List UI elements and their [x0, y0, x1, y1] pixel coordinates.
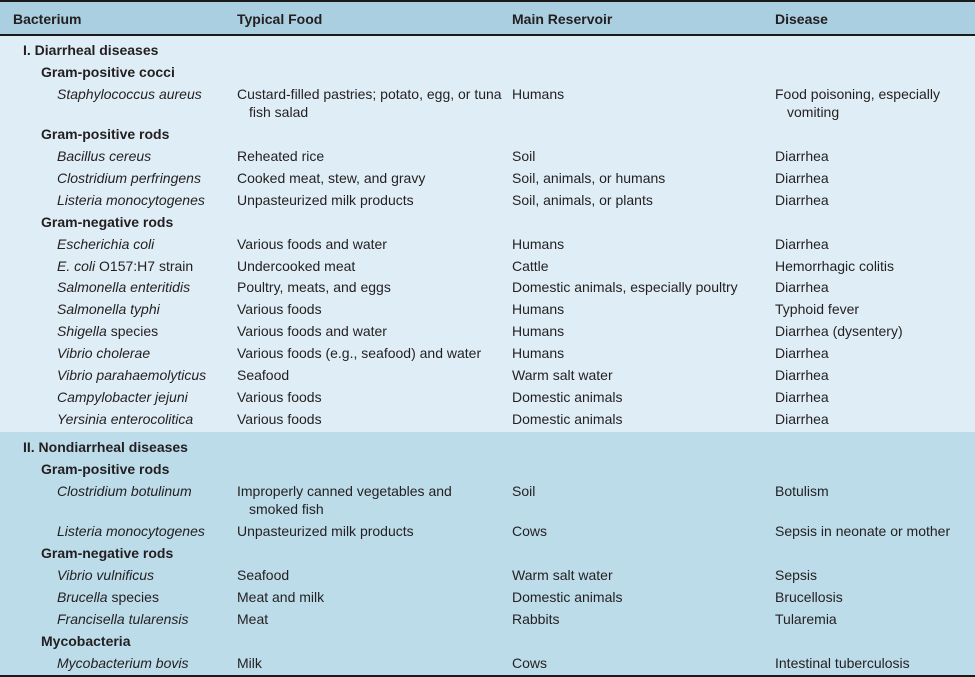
- group-title: Gram-positive rods: [41, 126, 170, 142]
- food-cell: Improperly canned vegetables and smoked fish: [237, 483, 452, 517]
- food-cell: Unpasteurized milk products: [237, 523, 414, 539]
- bacterium-cell: [57, 366, 206, 384]
- reservoir-cell: Cows: [512, 523, 548, 539]
- bacterium-name: E. coli: [57, 258, 96, 274]
- bacterium-cell: [57, 344, 150, 362]
- food-cell: Meat and milk: [237, 589, 325, 605]
- disease-cell: Diarrhea: [775, 148, 829, 164]
- food-cell: Custard-filled pastries; potato, egg, or tuna fish salad: [237, 86, 502, 120]
- bacterium-cell: [57, 235, 154, 253]
- bacterium-cell: [57, 322, 158, 340]
- reservoir-cell: Domestic animals, especially poultry: [512, 279, 738, 295]
- reservoir-cell: Warm salt water: [512, 367, 613, 383]
- bacterium-name: Staphylococcus aureus: [57, 86, 202, 102]
- food-cell: Various foods: [237, 411, 322, 427]
- bacterium-name: Shigella: [57, 323, 107, 339]
- bacterium-cell: [57, 147, 151, 165]
- disease-cell: Diarrhea: [775, 236, 829, 252]
- group-title: Gram-positive cocci: [41, 64, 175, 80]
- food-cell: Various foods: [237, 301, 322, 317]
- bacterium-suffix: species: [106, 323, 159, 339]
- bacterium-name: Campylobacter jejuni: [57, 389, 188, 405]
- bacterium-suffix: species: [107, 589, 159, 605]
- bacterium-name: Francisella tularensis: [57, 611, 189, 627]
- table-header: [0, 0, 975, 36]
- bacterium-cell: [57, 588, 159, 606]
- bacterium-name: Vibrio cholerae: [57, 345, 151, 361]
- reservoir-cell: Cattle: [512, 258, 549, 274]
- bacterium-name: Escherichia coli: [57, 236, 155, 252]
- reservoir-cell: Domestic animals: [512, 389, 623, 405]
- reservoir-cell: Soil, animals, or humans: [512, 170, 666, 186]
- reservoir-cell: Soil: [512, 483, 536, 499]
- bacterium-cell: [57, 482, 192, 500]
- bacterium-cell: [57, 191, 205, 209]
- section-title: II. Nondiarrheal diseases: [23, 439, 188, 455]
- bacterium-cell: [57, 410, 193, 428]
- bacterium-name: Clostridium botulinum: [57, 483, 192, 499]
- food-cell: Cooked meat, stew, and gravy: [237, 170, 426, 186]
- bacterium-name: Mycobacterium bovis: [57, 655, 189, 671]
- disease-cell: Sepsis in neonate or mother: [775, 523, 951, 539]
- food-cell: Seafood: [237, 567, 290, 583]
- bacterium-cell: [57, 610, 189, 628]
- bacterium-name: Salmonella typhi: [57, 301, 160, 317]
- bacterium-name: Bacillus cereus: [57, 148, 152, 164]
- disease-cell: Diarrhea: [775, 367, 829, 383]
- reservoir-cell: Humans: [512, 323, 565, 339]
- section-title: I. Diarrheal diseases: [23, 42, 159, 58]
- reservoir-cell: Humans: [512, 86, 565, 102]
- disease-cell: Diarrhea: [775, 279, 829, 295]
- bacterium-cell: [57, 388, 188, 406]
- food-cell: Reheated rice: [237, 148, 325, 164]
- bacterium-cell: [57, 522, 205, 540]
- reservoir-cell: Domestic animals: [512, 411, 623, 427]
- reservoir-cell: Humans: [512, 236, 565, 252]
- disease-cell: Sepsis: [775, 567, 818, 583]
- group-title: Gram-negative rods: [41, 214, 174, 230]
- food-cell: Seafood: [237, 367, 290, 383]
- reservoir-cell: Rabbits: [512, 611, 560, 627]
- disease-cell: Diarrhea (dysentery): [775, 323, 903, 339]
- bacterium-cell: [57, 85, 202, 103]
- header-disease: Disease: [775, 11, 828, 27]
- food-cell: Meat: [237, 611, 269, 627]
- reservoir-cell: Cows: [512, 655, 548, 671]
- reservoir-cell: Soil, animals, or plants: [512, 192, 653, 208]
- header-typical-food: Typical Food: [237, 11, 323, 27]
- food-cell: Various foods and water: [237, 236, 387, 252]
- bacterium-suffix: O157:H7 strain: [95, 258, 194, 274]
- reservoir-cell: Humans: [512, 301, 565, 317]
- bacterium-cell: [57, 257, 193, 275]
- bacterium-name: Clostridium perfringens: [57, 170, 201, 186]
- food-cell: Various foods (e.g., seafood) and water: [237, 345, 482, 361]
- bacterium-name: Salmonella enteritidis: [57, 279, 191, 295]
- disease-cell: Intestinal tuberculosis: [775, 655, 910, 671]
- header-bacterium: Bacterium: [13, 11, 82, 27]
- group-title: Gram-positive rods: [41, 461, 170, 477]
- food-cell: Various foods: [237, 389, 322, 405]
- bacterium-cell: [57, 566, 154, 584]
- disease-cell: Diarrhea: [775, 389, 829, 405]
- bacterium-name: Listeria monocytogenes: [57, 523, 205, 539]
- disease-cell: Diarrhea: [775, 192, 829, 208]
- disease-cell: Diarrhea: [775, 411, 829, 427]
- bacterium-cell: [57, 169, 201, 187]
- group-title: Mycobacteria: [41, 633, 131, 649]
- disease-cell: Food poisoning, especially vomiting: [775, 86, 940, 120]
- food-cell: Milk: [237, 655, 262, 671]
- disease-cell: Diarrhea: [775, 170, 829, 186]
- bacterium-name: Vibrio vulnificus: [57, 567, 155, 583]
- food-cell: Poultry, meats, and eggs: [237, 279, 391, 295]
- disease-cell: Hemorrhagic colitis: [775, 258, 895, 274]
- bacterium-cell: [57, 278, 190, 296]
- food-cell: Undercooked meat: [237, 258, 356, 274]
- reservoir-cell: Humans: [512, 345, 565, 361]
- disease-cell: Tularemia: [775, 611, 837, 627]
- bacterium-name: Brucella: [57, 589, 108, 605]
- bacterium-cell: [57, 654, 189, 672]
- header-main-reservoir: Main Reservoir: [512, 11, 613, 27]
- reservoir-cell: Soil: [512, 148, 536, 164]
- disease-cell: Botulism: [775, 483, 829, 499]
- disease-cell: Diarrhea: [775, 345, 829, 361]
- bacterium-name: Vibrio parahaemolyticus: [57, 367, 207, 383]
- food-cell: Various foods and water: [237, 323, 387, 339]
- bacterium-name: Listeria monocytogenes: [57, 192, 205, 208]
- bacterium-name: Yersinia enterocolitica: [57, 411, 194, 427]
- reservoir-cell: Warm salt water: [512, 567, 613, 583]
- disease-cell: Typhoid fever: [775, 301, 860, 317]
- food-cell: Unpasteurized milk products: [237, 192, 414, 208]
- bacterium-cell: [57, 300, 160, 318]
- disease-cell: Brucellosis: [775, 589, 843, 605]
- reservoir-cell: Domestic animals: [512, 589, 623, 605]
- group-title: Gram-negative rods: [41, 545, 174, 561]
